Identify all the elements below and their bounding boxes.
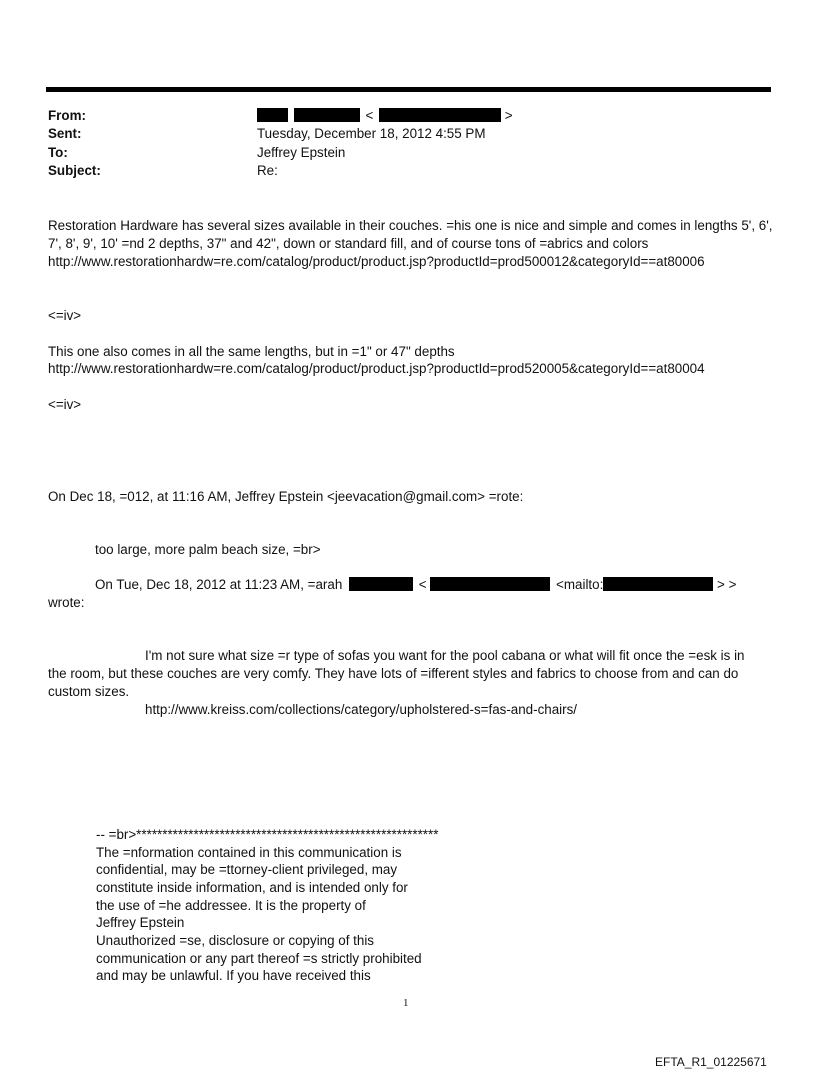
subject-value: Re: [257,163,278,178]
body-link[interactable]: http://www.restorationhardw=re.com/catalog/product/product.jsp?productId=prod520005&categoryId==at80004 [48,361,705,376]
document-id: EFTA_R1_01225671 [655,1055,767,1069]
nested-header [95,577,736,592]
redaction-block [349,577,413,591]
from-label: From: [48,108,86,123]
nested-line: I'm not sure what size =r type of sofas you want for the pool cabana or what will fit once the =esk is in [145,648,745,663]
nested-mailto: <mailto: [556,577,604,592]
nested-wrote: wrote: [48,595,85,610]
nested-lt: < [418,577,427,592]
disclaimer-line: the use of =he addressee. It is the property of [96,898,366,913]
redaction-block [603,577,713,591]
subject-label: Subject: [48,163,101,178]
nested-line: the room, but these couches are very comfy. They have lots of =ifferent styles and fabrics to choose from and can do [48,666,739,681]
disclaimer-line: Unauthorized =se, disclosure or copying of this [96,933,375,948]
nested-line: custom sizes. [48,684,130,699]
body-line: Restoration Hardware has several sizes available in their couches. =his one is nice and simple and comes in lengths 5', 6', [48,218,773,233]
redaction-block [430,577,550,591]
disclaimer-line: Jeffrey Epstein [96,915,185,930]
from-lt: < [365,108,374,123]
body-line: 7', 8', 9', 10' =nd 2 depths, 37" and 42", down or standard fill, and of course tons of =abrics and colors [48,236,649,251]
from-value [257,108,513,123]
to-label: To: [48,145,68,160]
sent-value: Tuesday, December 18, 2012 4:55 PM [257,126,486,141]
redaction-block [294,108,360,122]
disclaimer-line: constitute inside information, and is intended only for [96,880,408,895]
redaction-block [379,108,501,122]
header-rule [46,87,771,92]
nested-link[interactable]: http://www.kreiss.com/collections/category/upholstered-s=fas-and-chairs/ [145,702,578,717]
nested-end: > > [717,577,737,592]
from-gt: > [504,108,513,123]
reply-line: too large, more palm beach size, =br> [95,542,321,557]
to-value: Jeffrey Epstein [257,145,346,160]
disclaimer-line: The =nformation contained in this communication is [96,845,402,860]
body-link[interactable]: http://www.restorationhardw=re.com/catalog/product/product.jsp?productId=prod500012&categoryId==at80006 [48,254,705,269]
quote-header: On Dec 18, =012, at 11:16 AM, Jeffrey Epstein <jeevacation@gmail.com> =rote: [48,489,524,504]
sent-label: Sent: [48,126,82,141]
disclaimer-line: confidential, may be =ttorney-client privileged, may [96,862,398,877]
div-tag: <=iv> [48,308,82,323]
body-line: This one also comes in all the same lengths, but in =1" or 47" depths [48,344,455,359]
disclaimer-line: communication or any part thereof =s strictly prohibited [96,951,422,966]
redaction-block [257,108,288,122]
disclaimer-line: and may be unlawful. If you have received this [96,968,371,983]
div-tag: <=iv> [48,397,82,412]
page-number: 1 [403,997,409,1009]
nested-on: On Tue, Dec 18, 2012 at 11:23 AM, =arah [95,577,343,592]
disclaimer-line: -- =br>********************************************************** [96,827,439,842]
